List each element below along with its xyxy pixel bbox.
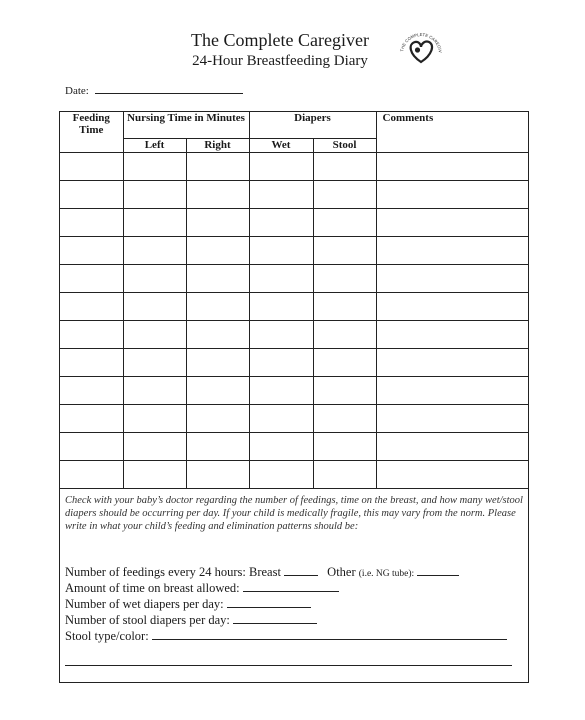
log-row [60,433,528,461]
stool-cell[interactable] [313,461,376,489]
header-diapers: Diapers [249,112,376,139]
left-cell[interactable] [123,461,186,489]
feeding-time-cell[interactable] [60,181,123,209]
left-cell[interactable] [123,433,186,461]
comments-cell[interactable] [376,461,528,489]
log-row [60,153,528,181]
comments-cell[interactable] [376,377,528,405]
breast-time-blank[interactable] [243,580,339,592]
header-nursing-time: Nursing Time in Minutes [123,112,249,139]
diary-sheet [59,111,529,683]
comments-cell[interactable] [376,209,528,237]
feeding-log-rows [60,153,528,489]
stool-cell[interactable] [313,265,376,293]
feeding-time-cell[interactable] [60,321,123,349]
stool-cell[interactable] [313,349,376,377]
feeding-time-cell[interactable] [60,405,123,433]
stool-cell[interactable] [313,181,376,209]
header-comments: Comments [376,112,528,153]
stool-type-label: Stool type/color: [65,629,149,643]
wet-cell[interactable] [249,321,313,349]
feeding-time-cell[interactable] [60,293,123,321]
wet-cell[interactable] [249,405,313,433]
left-cell[interactable] [123,405,186,433]
feeding-time-cell[interactable] [60,153,123,181]
stool-cell[interactable] [313,293,376,321]
stool-diapers-blank[interactable] [233,612,317,624]
right-cell[interactable] [186,293,249,321]
left-cell[interactable] [123,377,186,405]
wet-diapers-blank[interactable] [227,596,311,608]
wet-cell[interactable] [249,153,313,181]
wet-cell[interactable] [249,265,313,293]
wet-cell[interactable] [249,209,313,237]
date-line[interactable] [95,83,243,94]
stool-cell[interactable] [313,433,376,461]
feedings-label: Number of feedings every 24 hours: [65,565,246,579]
log-row [60,293,528,321]
feeding-time-cell[interactable] [60,237,123,265]
right-cell[interactable] [186,461,249,489]
date-label: Date: [65,85,89,97]
instructions-text: Check with your baby’s doctor regarding the number of feedings, time on the breast, and how many wet/stool diapers should be occurring per day. If your child is medically fragile, this may vary from the norm. Please write in what your child’s feeding and elimination patterns should be: [65,495,523,532]
document-subtitle: 24-Hour Breastfeeding Diary [192,53,368,69]
comments-cell[interactable] [376,181,528,209]
other-blank[interactable] [417,564,459,576]
caregiver-heart-logo [395,24,447,70]
feeding-time-cell[interactable] [60,265,123,293]
right-cell[interactable] [186,265,249,293]
comments-cell[interactable] [376,349,528,377]
feeding-time-cell[interactable] [60,209,123,237]
other-label: Other [327,565,356,579]
stool-cell[interactable] [313,321,376,349]
wet-cell[interactable] [249,433,313,461]
right-cell[interactable] [186,349,249,377]
left-cell[interactable] [123,321,186,349]
logo-text: THE COMPLETE CAREGIV [399,31,443,53]
header-wet: Wet [249,139,313,153]
right-cell[interactable] [186,377,249,405]
stool-cell[interactable] [313,153,376,181]
other-note: (i.e. NG tube): [358,569,415,579]
log-row [60,461,528,489]
comments-cell[interactable] [376,293,528,321]
stool-cell[interactable] [313,405,376,433]
right-cell[interactable] [186,209,249,237]
feeding-time-cell[interactable] [60,433,123,461]
stool-cell[interactable] [313,377,376,405]
left-cell[interactable] [123,265,186,293]
wet-diapers-question [65,596,311,612]
breast-blank[interactable] [284,564,318,576]
left-cell[interactable] [123,209,186,237]
log-row [60,405,528,433]
stool-diapers-label: Number of stool diapers per day: [65,613,230,627]
stool-type-extra-line[interactable] [65,665,512,666]
comments-cell[interactable] [376,265,528,293]
right-cell[interactable] [186,433,249,461]
wet-cell[interactable] [249,237,313,265]
comments-cell[interactable] [376,237,528,265]
feeding-log-table [60,112,528,489]
comments-cell[interactable] [376,433,528,461]
stool-type-blank[interactable] [152,628,507,640]
header-right: Right [186,139,249,153]
feeding-time-cell[interactable] [60,461,123,489]
date-field[interactable] [65,83,243,97]
stool-cell[interactable] [313,237,376,265]
document-title: The Complete Caregiver [191,30,369,50]
stool-diapers-question [65,612,317,628]
wet-cell[interactable] [249,181,313,209]
wet-cell[interactable] [249,461,313,489]
stool-cell[interactable] [313,209,376,237]
breast-time-label: Amount of time on breast allowed: [65,581,240,595]
breast-time-question [65,580,339,596]
wet-diapers-label: Number of wet diapers per day: [65,597,224,611]
right-cell[interactable] [186,405,249,433]
log-row [60,265,528,293]
wet-cell[interactable] [249,377,313,405]
feeding-time-cell[interactable] [60,377,123,405]
log-row [60,209,528,237]
comments-cell[interactable] [376,153,528,181]
left-cell[interactable] [123,293,186,321]
stool-type-question [65,628,507,644]
right-cell[interactable] [186,321,249,349]
log-row [60,349,528,377]
left-cell[interactable] [123,181,186,209]
comments-cell[interactable] [376,321,528,349]
right-cell[interactable] [186,237,249,265]
log-row [60,181,528,209]
left-cell[interactable] [123,153,186,181]
comments-cell[interactable] [376,405,528,433]
header-left: Left [123,139,186,153]
right-cell[interactable] [186,181,249,209]
right-cell[interactable] [186,153,249,181]
header-stool: Stool [313,139,376,153]
log-row [60,377,528,405]
left-cell[interactable] [123,237,186,265]
feeding-time-cell[interactable] [60,349,123,377]
wet-cell[interactable] [249,349,313,377]
left-cell[interactable] [123,349,186,377]
log-row [60,321,528,349]
wet-cell[interactable] [249,293,313,321]
header-feeding-time: Feeding Time [60,112,123,153]
log-row [60,237,528,265]
breast-label: Breast [248,565,281,579]
